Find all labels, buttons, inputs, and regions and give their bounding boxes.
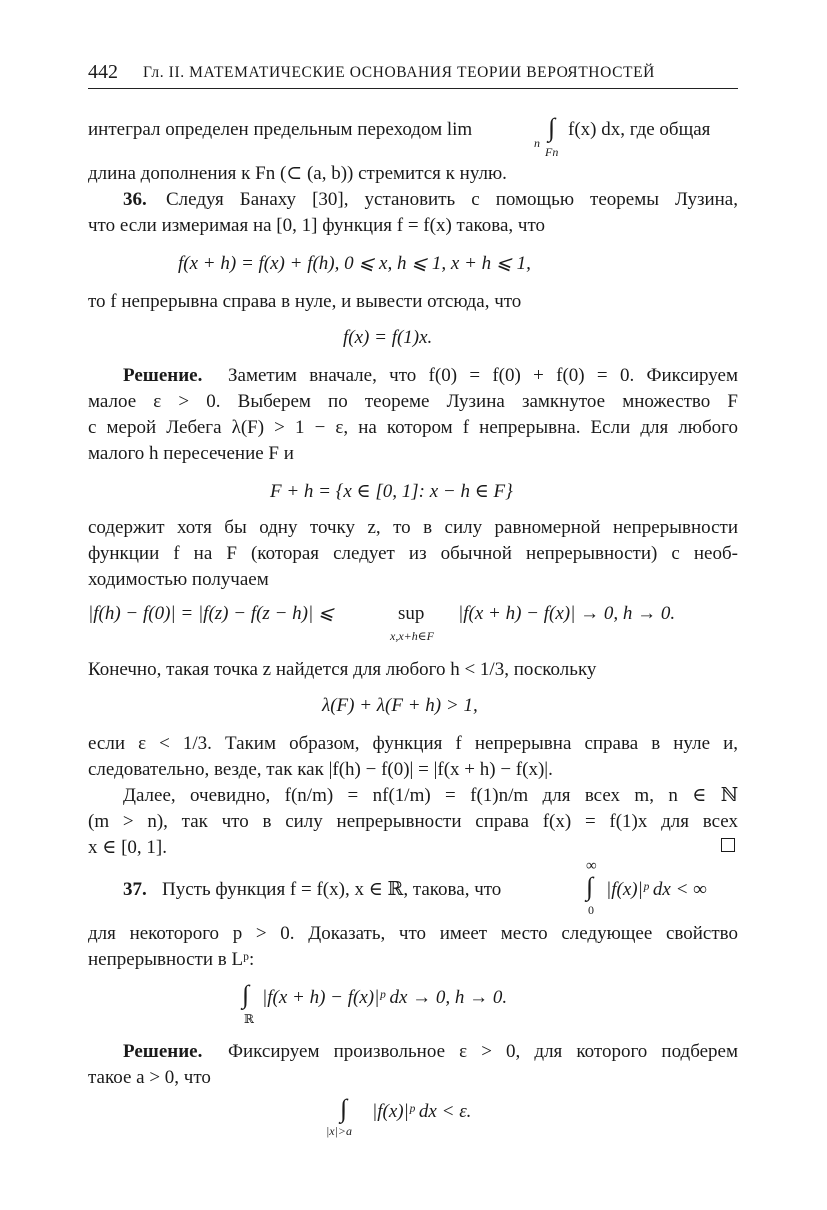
formula-4-sup-subscript: x,x+h∈F	[390, 629, 434, 643]
end-of-proof-square	[721, 838, 735, 852]
formula-4-sup: sup	[398, 603, 425, 624]
text-line-17: (m > n), так что в силу непрерывности справа f(x) = f(1)x для всех	[88, 811, 738, 832]
formula-4-left: |f(h) − f(0)| = |f(z) − f(z − h)| ⩽	[88, 603, 334, 624]
text-line-9: малого h пересечение F и	[88, 443, 294, 464]
text-line-16: Далее, очевидно, f(n/m) = nf(1/m) = f(1)n/m для всех m, n ∈ ℕ	[123, 785, 738, 806]
text-line-7: малое ε > 0. Выберем по теореме Лузина замкнутое множество F	[88, 391, 738, 412]
problem-37-number: 37.	[123, 879, 147, 900]
text-line-12: ходимостью получаем	[88, 569, 269, 590]
integral-subscript-R: ℝ	[244, 1012, 254, 1026]
text-line-20: для некоторого p > 0. Доказать, что имеет место следующее свойство	[88, 923, 738, 944]
page-number: 442	[88, 61, 118, 83]
integral-sign: ∫	[548, 113, 556, 142]
integral-subscript: Fn	[545, 145, 559, 159]
problem-36-number: 36.	[123, 189, 147, 210]
text-line-1-end: f(x) dx, где общая	[568, 119, 711, 140]
formula-2: f(x) = f(1)x.	[343, 327, 433, 348]
limit-subscript: n	[534, 136, 540, 150]
running-head: Гл. II. МАТЕМАТИЧЕСКИЕ ОСНОВАНИЯ ТЕОРИИ ВЕРОЯТНОСТЕЙ	[143, 64, 655, 81]
text-line-2: длина дополнения к Fn (⊂ (a, b)) стремится к нулю.	[88, 163, 507, 184]
formula-5: λ(F) + λ(F + h) > 1,	[322, 695, 478, 716]
text-line-19: Пусть функция f = f(x), x ∈ ℝ, такова, что	[162, 879, 502, 900]
formula-6: |f(x + h) − f(x)|ᵖ dx → 0, h → 0.	[262, 987, 508, 1008]
solution-label-2: Решение.	[123, 1041, 203, 1062]
formula-1: f(x + h) = f(x) + f(h), 0 ⩽ x, h ⩽ 1, x + h ⩽ 1,	[178, 253, 531, 274]
text-line-22: Фиксируем произвольное ε > 0, для которого подберем	[228, 1041, 738, 1062]
text-line-1: интеграл определен предельным переходом lim	[88, 119, 473, 140]
text-line-8: с мерой Лебега λ(F) > 1 − ε, на котором f непрерывна. Если для любого	[88, 417, 738, 438]
text-line-6: Заметим вначале, что f(0) = f(0) + f(0) = 0. Фиксируем	[228, 365, 738, 386]
integral-sign-3: ∫	[242, 980, 250, 1009]
text-line-21: непрерывности в Lᵖ:	[88, 949, 255, 970]
text-line-11: функции f на F (которая следует из обычной непрерывности) с необ-	[88, 543, 738, 564]
integral-lower-limit: 0	[588, 903, 594, 917]
formula-7: |f(x)|ᵖ dx < ε.	[372, 1101, 472, 1122]
integral-upper-limit: ∞	[586, 858, 597, 874]
text-line-19-end: |f(x)|ᵖ dx < ∞	[606, 879, 707, 900]
text-line-15: следовательно, везде, так как |f(h) − f(0)| = |f(x + h) − f(x)|.	[88, 759, 553, 780]
page-header	[88, 58, 738, 89]
integral-subscript-abs-x: |x|>a	[326, 1124, 353, 1138]
text-line-5: то f непрерывна справа в нуле, и вывести отсюда, что	[88, 291, 522, 312]
formula-4-right: |f(x + h) − f(x)| → 0, h → 0.	[458, 603, 676, 624]
integral-sign-4: ∫	[340, 1094, 348, 1123]
solution-label-1: Решение.	[123, 365, 203, 386]
text-line-3: Следуя Банаху [30], установить с помощью теоремы Лузина,	[166, 189, 738, 210]
text-line-13: Конечно, такая точка z найдется для любого h < 1/3, поскольку	[88, 659, 597, 680]
formula-3: F + h = {x ∈ [0, 1]: x − h ∈ F}	[270, 481, 513, 502]
text-line-14: если ε < 1/3. Таким образом, функция f непрерывна справа в нуле и,	[88, 733, 738, 754]
text-line-23: такое a > 0, что	[88, 1067, 211, 1088]
text-line-18: x ∈ [0, 1].	[88, 837, 167, 858]
integral-sign-2: ∫	[586, 872, 594, 901]
text-line-10: содержит хотя бы одну точку z, то в силу равномерной непрерывности	[88, 517, 738, 538]
text-line-4: что если измеримая на [0, 1] функция f = f(x) такова, что	[88, 215, 546, 236]
